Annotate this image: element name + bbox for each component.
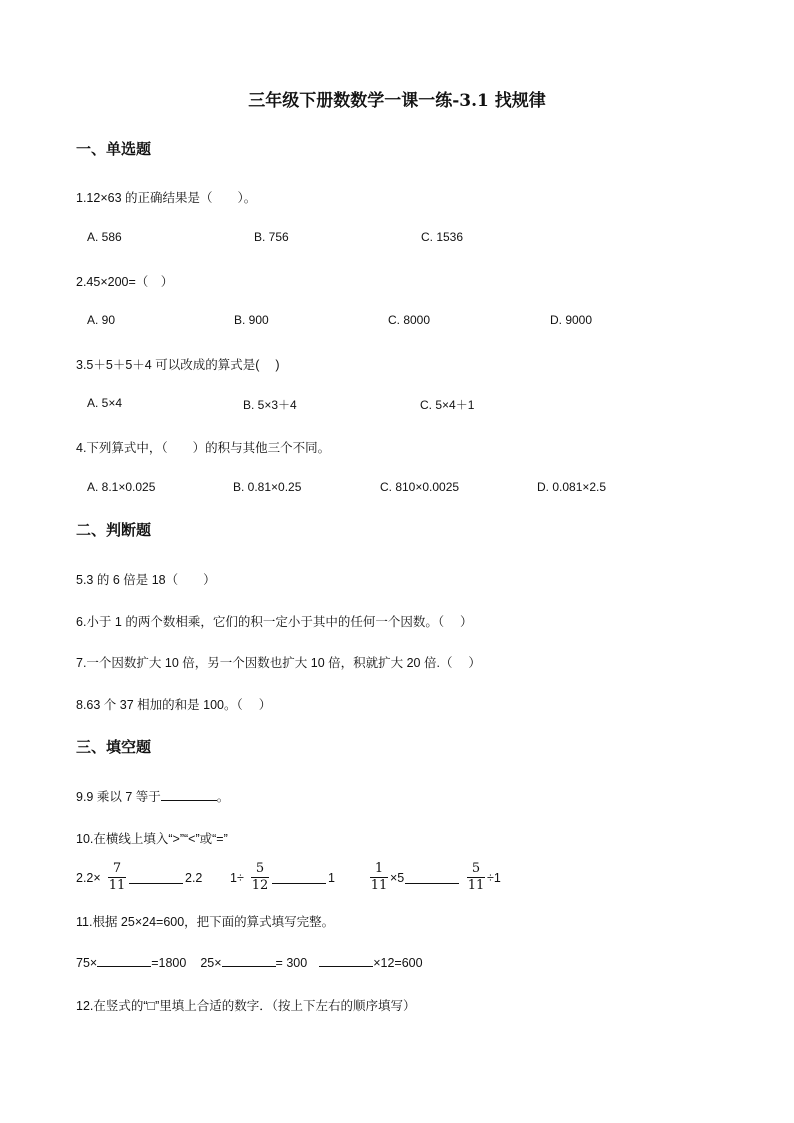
q2-option-c: C. 8000: [388, 313, 431, 327]
q3-option-c: C. 5×4＋1: [420, 398, 475, 412]
q4-option-c: C. 810×0.0025: [380, 480, 460, 494]
q11-part-5: ×12=600: [373, 956, 423, 970]
q9-answer-blank[interactable]: [161, 788, 217, 801]
q10-expr2-denominator: 12: [251, 878, 269, 893]
question-11: 11.根据 25×24=600，把下面的算式填写完整。: [76, 915, 335, 929]
q10-expr1-prefix: 2.2×: [76, 871, 101, 885]
page-title: 三年级下册数数学一课一练-3.1 找规律: [248, 91, 546, 111]
q4-option-a: A. 8.1×0.025: [87, 480, 156, 494]
q2-option-a: A. 90: [87, 313, 116, 327]
q10-expr2-numerator: 5: [255, 861, 265, 876]
q10-expr3-fraction: [370, 862, 388, 893]
q10-expr2-suffix: 1: [328, 871, 335, 885]
q1-option-b: B. 756: [254, 230, 289, 244]
q10-expr3-suffix: ×5: [390, 871, 405, 885]
q11-part-4: = 300: [275, 956, 308, 970]
q11-part-2: =1800: [151, 956, 187, 970]
question-1: 1.12×63 的正确结果是（ ）。: [76, 191, 257, 205]
q10-expr1-numerator: 7: [112, 861, 122, 876]
q11-expressions: [76, 954, 423, 970]
q10-expr3-numerator: 1: [374, 861, 384, 876]
q2-option-d: D. 9000: [550, 313, 593, 327]
section-heading-true-false: 二、判断题: [76, 521, 152, 539]
q2-option-b: B. 900: [234, 313, 269, 327]
q9-text: 9.9 乘以 7 等于: [76, 790, 161, 804]
q10-expr2-fraction: [251, 862, 269, 893]
question-3: 3.5＋5＋5＋4 可以改成的算式是( ): [76, 358, 280, 372]
question-10: 10.在横线上填入“>”“<”或“=”: [76, 832, 228, 846]
q11-blank-2[interactable]: [222, 954, 276, 967]
q11-blank-1[interactable]: [97, 954, 151, 967]
q10-expr3-denominator: 11: [370, 878, 388, 893]
q1-option-a: A. 586: [87, 230, 122, 244]
question-5: 5.3 的 6 倍是 18（ ）: [76, 573, 216, 587]
q11-part-1: 75×: [76, 956, 98, 970]
q10-expr4-suffix: ÷1: [487, 871, 501, 885]
q10-blank-1[interactable]: [129, 871, 183, 884]
q11-blank-3[interactable]: [319, 954, 373, 967]
q10-expr4-fraction: [467, 862, 485, 893]
q3-option-b: B. 5×3＋4: [243, 398, 297, 412]
section-heading-single-choice: 一、单选题: [76, 140, 152, 158]
question-8: 8.63 个 37 相加的和是 100。（ ）: [76, 698, 272, 712]
q9-end: 。: [216, 790, 230, 804]
question-4: 4.下列算式中，（ ）的积与其他三个不同。: [76, 441, 331, 455]
q4-option-d: D. 0.081×2.5: [537, 480, 607, 494]
q10-expr1-suffix: 2.2: [185, 871, 203, 885]
q10-expr4-denominator: 11: [467, 878, 485, 893]
q10-blank-2[interactable]: [272, 871, 326, 884]
section-heading-fill-blank: 三、填空题: [76, 738, 152, 756]
q10-expr4-numerator: 5: [471, 861, 481, 876]
q10-blank-3[interactable]: [405, 871, 459, 884]
q4-option-b: B. 0.81×0.25: [233, 480, 302, 494]
question-2: 2.45×200=（ ）: [76, 275, 174, 289]
question-7: 7.一个因数扩大 10 倍，另一个因数也扩大 10 倍，积就扩大 20 倍.（ ）: [76, 656, 481, 670]
question-6: 6.小于 1 的两个数相乘，它们的积一定小于其中的任何一个因数。（ ）: [76, 615, 473, 629]
q10-expr1-fraction: [108, 862, 126, 893]
q3-option-a: A. 5×4: [87, 396, 123, 410]
q1-option-c: C. 1536: [421, 230, 464, 244]
question-9: [76, 787, 229, 805]
question-12: 12.在竖式的“□”里填上合适的数字．（按上下左右的顺序填写）: [76, 999, 416, 1013]
q10-expr2-prefix: 1÷: [230, 871, 244, 885]
q11-part-3: 25×: [200, 956, 222, 970]
q10-expr1-denominator: 11: [108, 878, 126, 893]
